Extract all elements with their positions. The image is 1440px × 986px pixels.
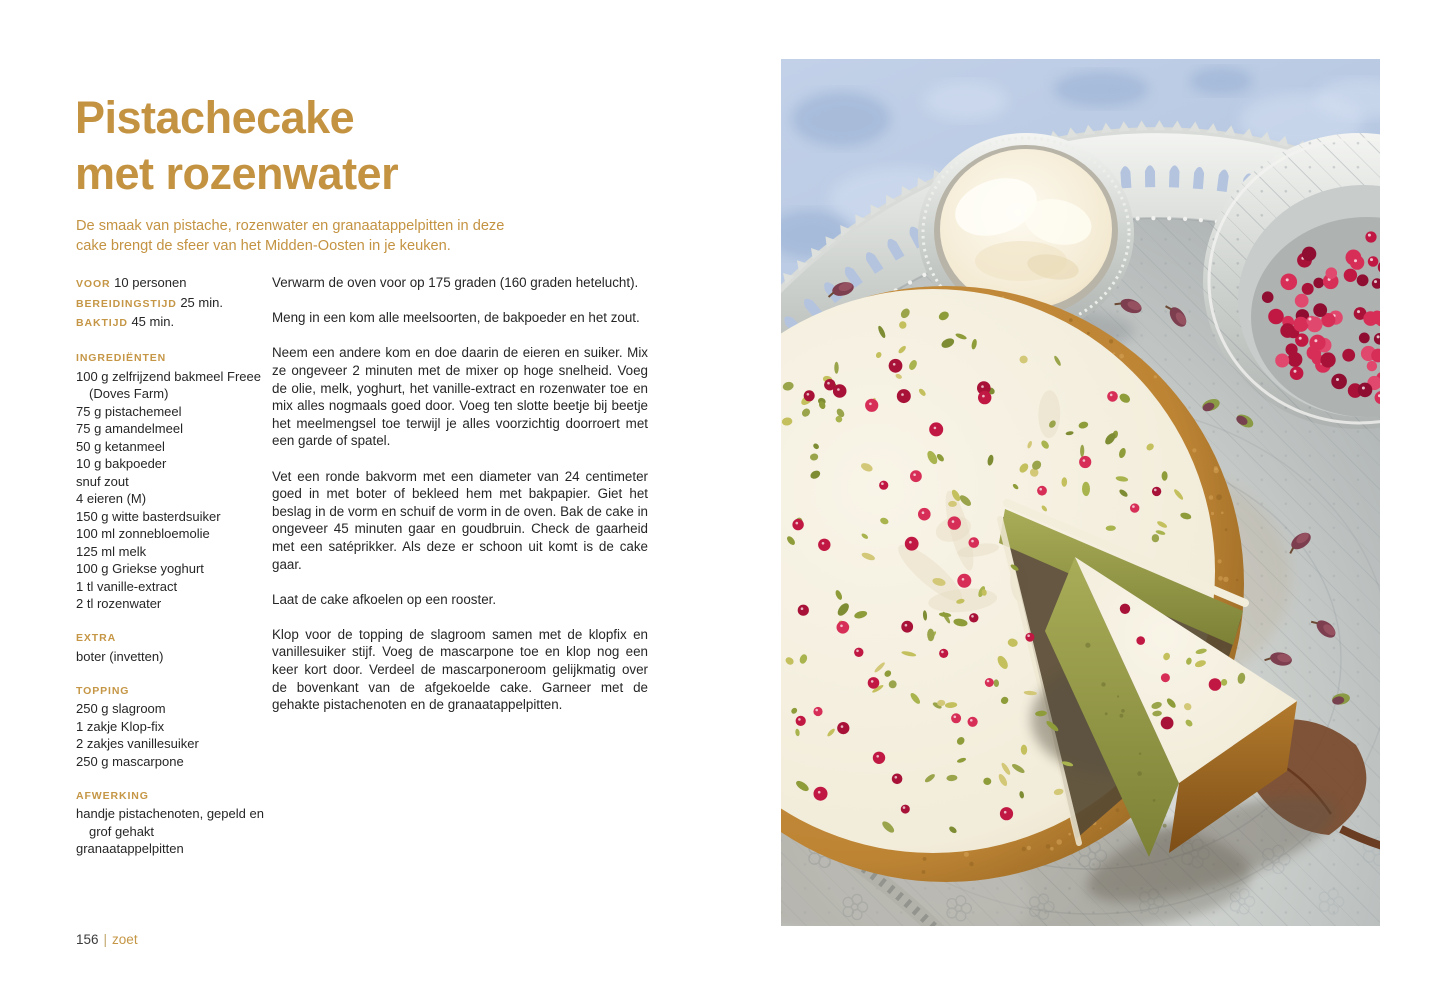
- ingredient-line: granaatappelpitten: [76, 841, 184, 856]
- ingredient-line: 125 ml melk: [76, 543, 147, 559]
- footer-separator: |: [103, 932, 108, 947]
- intro-line-2: cake brengt de sfeer van het Midden-Oosten in je keuken.: [76, 238, 451, 255]
- page-footer: [76, 932, 138, 947]
- meta-value: 10 personen: [114, 275, 187, 290]
- section-heading: INGREDIËNTEN: [76, 352, 167, 364]
- ingredient-line: (Doves Farm): [89, 386, 169, 401]
- ingredient-line: 100 g Griekse yoghurt: [76, 561, 204, 576]
- ingredient-line: grof gehakt: [89, 823, 155, 839]
- ingredient-line: snuf zout: [76, 473, 129, 489]
- meta-label: BAKTIJD: [76, 317, 128, 329]
- method-column: [272, 274, 648, 731]
- ingredient-line: 150 g witte basterdsuiker: [76, 508, 221, 524]
- method-paragraph: Verwarm de oven voor op 175 graden (160 graden hetelucht).: [272, 275, 639, 290]
- ingredient-line: 2 zakjes vanillesuiker: [76, 736, 199, 751]
- ingredient-line: 50 g ketanmeel: [76, 438, 165, 454]
- ingredient-line: 100 g zelfrijzend bakmeel Freee: [76, 368, 261, 384]
- title-line-2: met rozenwater: [75, 148, 399, 200]
- ingredient-line: 4 eieren (M): [76, 491, 147, 506]
- meta-value: 25 min.: [180, 294, 223, 310]
- section-heading: AFWERKING: [76, 789, 149, 802]
- method-paragraph: Neem een andere kom en doe daarin de eieren en suiker. Mix ze ongeveer 2 minuten met de mixer op hoge snelheid. Voeg de olie, melk, yoghurt, het vanille-extract en rozenwater toe en mix alles nogmaals goed door. Voeg ten slotte beetje bij beetje het meelmengsel toe terwijl je alles voorzichtig doorroert met een garde of spatel.: [272, 345, 648, 449]
- ingredient-line: 2 tl rozenwater: [76, 596, 162, 611]
- title-line-1: Pistachecake: [75, 92, 355, 144]
- ingredient-line: 75 g amandelmeel: [76, 421, 183, 436]
- ingredients-column: [76, 274, 266, 858]
- page-title: [75, 90, 398, 202]
- chapter-name: zoet: [112, 932, 138, 947]
- method-paragraph: Laat de cake afkoelen op een rooster.: [272, 591, 497, 607]
- ingredient-line: 1 zakje Klop-fix: [76, 718, 165, 734]
- ingredient-sections: [76, 350, 266, 858]
- meta-prep-time: [76, 294, 266, 314]
- ingredient-line: 75 g pistachemeel: [76, 403, 182, 419]
- ingredient-line: 250 g mascarpone: [76, 753, 184, 769]
- meta-value: 45 min.: [131, 314, 175, 329]
- recipe-intro: [76, 216, 504, 257]
- recipe-photo: [781, 59, 1380, 926]
- ingredient-line: 100 ml zonnebloemolie: [76, 526, 210, 541]
- page-number: 156: [76, 932, 99, 947]
- intro-line-1: De smaak van pistache, rozenwater en granaatappelpitten in deze: [76, 217, 505, 234]
- recipe-meta: [76, 274, 266, 333]
- method-paragraph: Klop voor de topping de slagroom samen met de klopfix en vanillesuiker stijf. Voeg de mascarpone toe en klop nog een keer kort door. Verdeel de mascarponeroom gelijkmatig over de bovenkant van de afgekoelde cake. Garneer met de gehakte pistachenoten en de granaatappelpitten.: [272, 626, 648, 713]
- section-heading: TOPPING: [76, 684, 130, 697]
- ingredient-line: 1 tl vanille-extract: [76, 578, 178, 594]
- meta-bake-time: [76, 313, 266, 333]
- method-paragraph: Vet een ronde bakvorm met een diameter van 24 centimeter goed in met boter of bekleed hem met bakpapier. Giet het beslag in de vorm en schuif de vorm in de oven. Bak de cake in ongeveer 45 minuten gaar en goudbruin. Check de gaarheid met een satéprikker. Als deze er schoon uit komt is de cake gaar.: [272, 468, 648, 572]
- section-heading: EXTRA: [76, 632, 117, 644]
- ingredient-line: 10 g bakpoeder: [76, 456, 167, 471]
- ingredient-line: 250 g slagroom: [76, 701, 166, 716]
- meta-label: BEREIDINGSTIJD: [76, 297, 177, 310]
- meta-label: VOOR: [76, 278, 111, 290]
- meta-servings: [76, 274, 266, 294]
- method-paragraph: Meng in een kom alle meelsoorten, de bakpoeder en het zout.: [272, 310, 640, 326]
- ingredient-line: boter (invetten): [76, 648, 164, 664]
- ingredient-line: handje pistachenoten, gepeld en: [76, 806, 264, 821]
